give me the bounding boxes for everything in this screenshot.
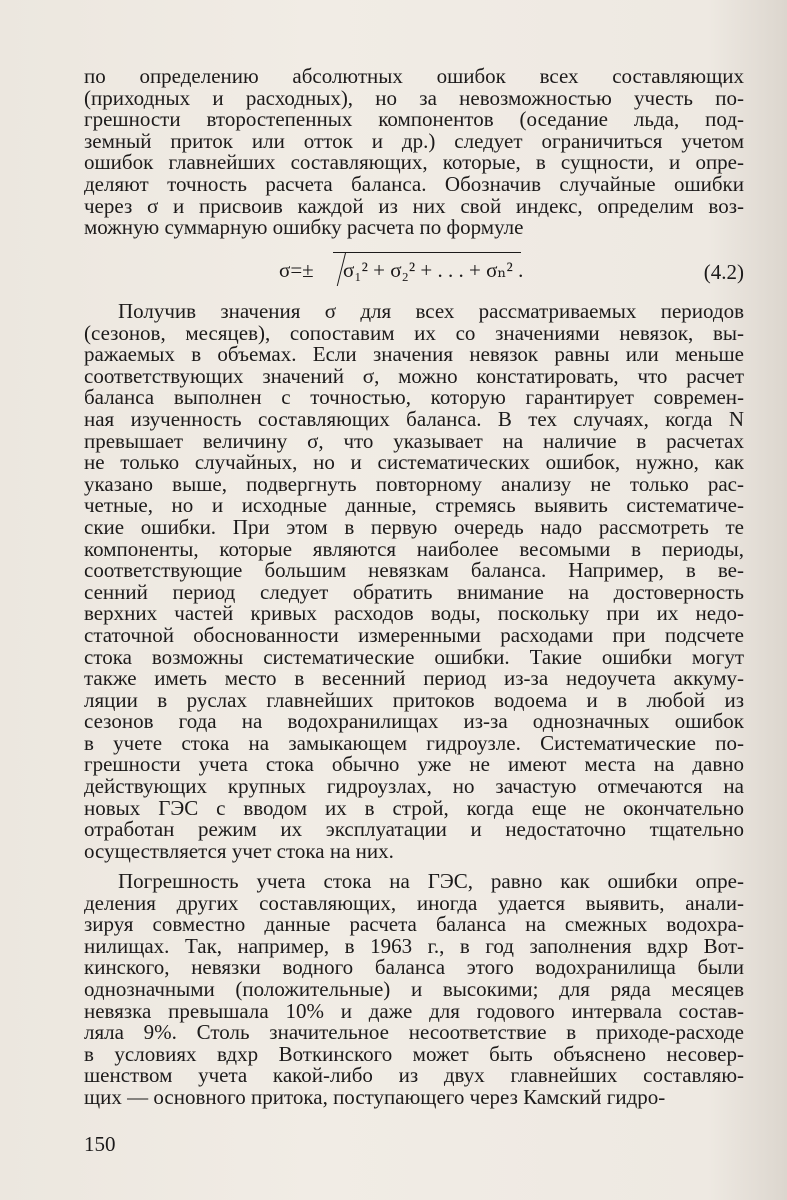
text-line: соответствующие большим невязкам баланса. Например, в ве- [84,558,744,583]
formula-tail: . [512,258,524,282]
paragraph-2 [84,301,744,862]
text-line: не только случайных, но и систематических ошибок, нужно, как [84,450,744,475]
text-line: по определению абсолютных ошибок всех составляющих [84,64,744,88]
text-line: грешности учета стока обычно уже не имеют места на давно [84,752,744,777]
text-line: деляют точность расчета баланса. Обозначив случайные ошибки [84,171,744,196]
text-line: сезонов года на водохранилищах из-за однозначных ошибок [84,709,744,734]
page-number: 150 [84,1132,116,1156]
text-line: в учете стока на замыкающем гидроузле. Систематические по- [84,730,744,755]
text-line: ная изученность составляющих баланса. В тех случаях, когда N [84,406,744,431]
text-line: нилищах. Так, например, в 1963 г., в год заполнения вдхр Вот- [84,933,744,958]
text-line: ляла 9%. Столь значительное несоответствие в приходе-расходе [84,1020,744,1045]
formula-radicand: σ₁² + σ₂² + . . . + σₙ² [342,258,513,282]
text-line: осуществляется учет стока на них. [84,838,394,863]
text-line: ражаемых в объемах. Если значения невязок равны или меньше [84,342,744,367]
formula-4-2 [84,254,744,294]
text-line: (приходных и расходных), но за невозможностью учесть по- [84,85,744,110]
text-line: новых ГЭС с вводом их в строй, когда еще не окончательно [84,795,744,820]
text-line: кинского, невязки водного баланса этого водохранилища были [84,955,744,980]
text-line: превышает величину σ, что указывает на наличие в расчетах [84,428,744,453]
text-line: грешности второстепенных компонентов (оседание льда, под- [84,107,744,132]
text-line: ские ошибки. При этом в первую очередь надо рассмотреть те [84,514,744,539]
paragraph-3 [84,871,744,1109]
text-line: шенством учета какой-либо из двух главнейших составляю- [84,1063,744,1088]
text-line: можную суммарную ошибку расчета по формуле [84,215,524,240]
text-line: земный приток или отток и др.) следует ограничиться учетом [84,128,744,153]
text-line: баланса выполнен с точностью, которую гарантирует современ- [84,385,744,410]
text-line: стока возможны систематические ошибки. Такие ошибки могут [84,644,744,669]
text-line: щих — основного притока, поступающего через Камский гидро- [84,1084,666,1109]
text-line: зируя совместно данные расчета баланса на смежных водохра- [84,912,744,937]
text-line: соответствующих значений σ, можно констатировать, что расчет [84,363,744,388]
paragraph-1 [84,66,744,239]
text-line: четные, но и исходные данные, стремясь выявить систематиче- [84,493,744,518]
formula-expression [279,258,523,283]
text-line: компоненты, которые являются наиболее весомыми в периоды, [84,536,744,561]
text-line: (сезонов, месяцев), сопоставим их со значениями невязок, вы- [84,320,744,345]
text-line: Получив значения σ для всех рассматриваемых периодов [118,299,744,323]
text-line: отработан режим их эксплуатации и недостаточно тщательно [84,817,744,842]
text-line: ляции в руслах главнейших притоков водоема и в любой из [84,687,744,712]
text-line: в условиях вдхр Воткинского может быть объяснено несовер- [84,1041,744,1066]
square-root [319,258,513,283]
text-line: Погрешность учета стока на ГЭС, равно как ошибки опре- [118,869,744,893]
text-line: ошибок главнейших составляющих, которые, в сущности, и опре- [84,150,744,175]
text-line: деления других составляющих, иногда удается выявить, анали- [84,890,744,915]
text-line: действующих крупных гидроузлах, но зачастую отмечаются на [84,774,744,799]
text-line: верхних частей кривых расходов воды, поскольку при их недо- [84,601,744,626]
formula-number: (4.2) [703,260,744,284]
text-line: однозначными (положительные) и высокими; для ряда месяцев [84,976,744,1001]
text-line: через σ и присвоив каждой из них свой индекс, определим воз- [84,193,744,218]
text-line: также иметь место в весенний период из-за недоучета аккуму- [84,666,744,691]
formula-lhs: σ=± [279,258,314,282]
text-line: статочной обоснованности измеренными расходами при подсчете [84,622,744,647]
text-line: невязка превышала 10% и даже для годового интервала состав- [84,998,744,1023]
text-line: сенний период следует обратить внимание на достоверность [84,579,744,604]
text-line: указано выше, подвергнуть повторному анализу не только рас- [84,471,744,496]
